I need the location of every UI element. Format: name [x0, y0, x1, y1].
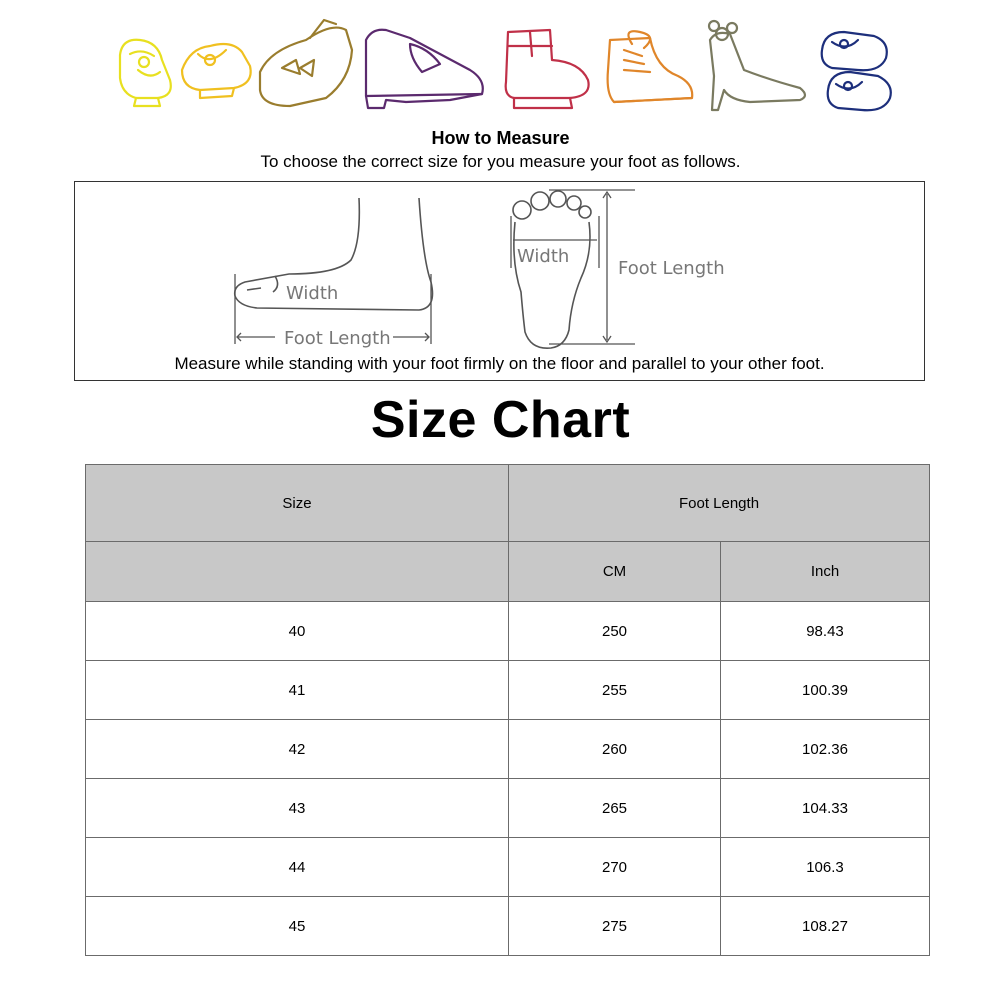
- cell-inch: 106.3: [721, 838, 930, 897]
- side-length-label: Foot Length: [284, 328, 391, 349]
- cell-cm: 265: [509, 779, 721, 838]
- size-chart-title: Size Chart: [370, 391, 631, 449]
- cell-inch: 108.27: [721, 897, 930, 956]
- measure-diagram-box: [74, 181, 925, 381]
- cell-cm: 255: [509, 661, 721, 720]
- table-row: [86, 779, 930, 838]
- high-heel-icon: [709, 21, 805, 110]
- cell-inch: 98.43: [721, 602, 930, 661]
- shoe-illustrations: [110, 10, 900, 125]
- cell-cm: 275: [509, 897, 721, 956]
- table-row: [86, 897, 930, 956]
- cell-size: 40: [86, 602, 509, 661]
- size-table: [85, 464, 930, 956]
- slippers-icon: [822, 32, 891, 110]
- cell-size: 45: [86, 897, 509, 956]
- cell-cm: 260: [509, 720, 721, 779]
- mary-jane-shoes-icon: [182, 44, 251, 98]
- sole-width-label: Width: [517, 246, 570, 267]
- table-subheader-row: [86, 542, 930, 602]
- baby-shoes-icon: [120, 40, 171, 106]
- length-arrow-left: [237, 333, 275, 341]
- table-row: [86, 602, 930, 661]
- header-size: Size: [86, 465, 509, 542]
- sole-length-label: Foot Length: [618, 258, 725, 279]
- measure-note: Measure while standing with your foot firmly on the floor and parallel to your other foot.: [174, 354, 825, 373]
- cell-inch: 102.36: [721, 720, 930, 779]
- cell-size: 43: [86, 779, 509, 838]
- bow-flats-icon: [260, 20, 352, 106]
- cell-size: 44: [86, 838, 509, 897]
- header-inch: Inch: [721, 542, 930, 602]
- header-foot-length: Foot Length: [509, 465, 930, 542]
- sole-length-arrow: [603, 192, 611, 342]
- cell-cm: 250: [509, 602, 721, 661]
- cell-cm: 270: [509, 838, 721, 897]
- table-row: [86, 720, 930, 779]
- cell-inch: 100.39: [721, 661, 930, 720]
- foot-diagram: [75, 182, 924, 380]
- table-row: [86, 661, 930, 720]
- cell-inch: 104.33: [721, 779, 930, 838]
- cell-size: 41: [86, 661, 509, 720]
- sole-foot-icon: [513, 191, 591, 348]
- cell-size: 42: [86, 720, 509, 779]
- ankle-boot-icon: [506, 30, 589, 108]
- length-arrow-right: [393, 333, 429, 341]
- table-header-row: [86, 465, 930, 542]
- how-to-measure-title: How to Measure: [431, 128, 570, 148]
- table-row: [86, 838, 930, 897]
- header-size-blank: [86, 542, 509, 602]
- side-width-label: Width: [286, 283, 339, 304]
- how-to-measure-subtitle: To choose the correct size for you measure your foot as follows.: [260, 152, 741, 171]
- header-cm: CM: [509, 542, 721, 602]
- loafer-icon: [366, 30, 483, 108]
- lace-up-boot-icon: [608, 31, 693, 102]
